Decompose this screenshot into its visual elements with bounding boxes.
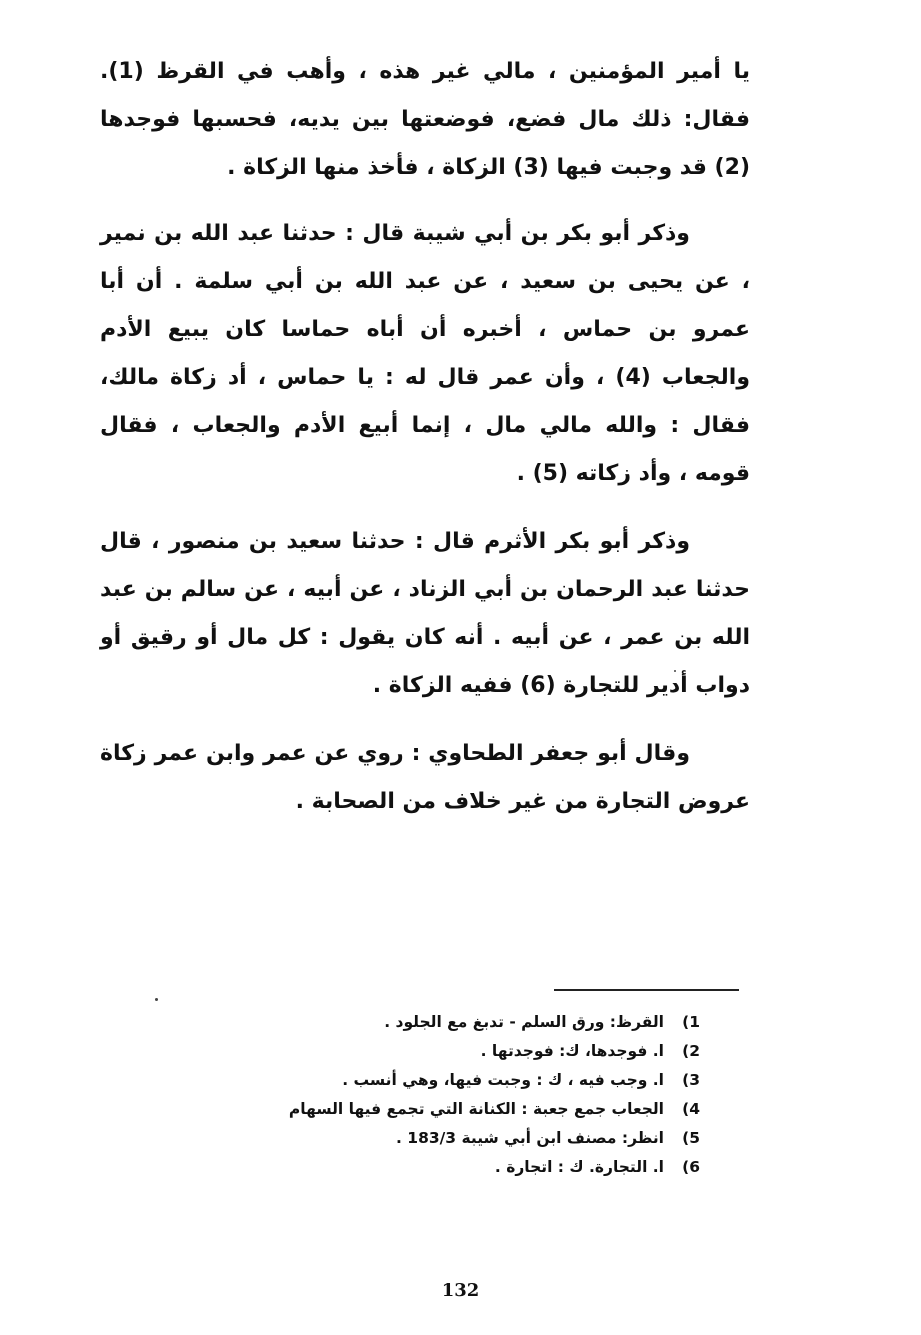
paragraph-3-text: وذكر أبو بكر الأثرم قال : حدثنا سعيد بن منصور ، قال حدثنا عبد الرحمان بن أبي الزناد ، عن أبيه ، عن سالم بن عبد الله بن عمر ، عن أبيه . أنه كان يقول : كل مال أو رقيق أو دواب أدير للتجارة (6) ففيه الزكاة . [100, 529, 750, 698]
paragraph-2 [100, 210, 750, 498]
paragraph-2-text: وذكر أبو بكر بن أبي شيبة قال : حدثنا عبد الله بن نمير ، عن يحيى بن سعيد ، عن عبد الله بن أبي سلمة . أن أبا عمرو بن حماس ، أخبره أن أباه حماسا كان يبيع الأدم والجعاب (4) ، وأن عمر قال له : يا حماس ، أد زكاة مالك، فقال : والله مالي مال ، إنما أبيع الأدم والجعاب ، فقال قومه ، وأد زكاته (5) . [100, 221, 750, 486]
footnote-text: ا. فوجدها، ك: فوجدتها . [480, 1042, 664, 1060]
footnote-number: 6) [682, 1158, 700, 1176]
footnote-text: انظر: مصنف ابن أبي شيبة 183/3 . [395, 1129, 664, 1147]
footnote-2 [200, 1037, 700, 1066]
footnote-6 [200, 1153, 700, 1182]
footnote-number: 1) [682, 1013, 700, 1031]
main-text-body [100, 48, 750, 846]
paragraph-3 [100, 518, 750, 710]
footnote-4 [200, 1095, 700, 1124]
scan-speck [674, 670, 676, 672]
footnote-text: ا. وجب فيه ، ك : وجبت فيها، وهي أنسب . [342, 1071, 664, 1089]
footnote-3 [200, 1066, 700, 1095]
footnote-text: القرظ: ورق السلم - تدبغ مع الجلود . [384, 1013, 664, 1031]
page-number: 132 [441, 1280, 480, 1301]
footnote-number: 3) [682, 1071, 700, 1089]
paragraph-1-text: يا أمير المؤمنين ، مالي غير هذه ، وأهب في القرظ (1). فقال: ذلك مال فضع، فوضعتها بين يديه، فحسبها فوجدها (2) قد وجبت فيها (3) الزكاة ، فأخذ منها الزكاة . [100, 59, 750, 180]
footnote-1 [200, 1008, 700, 1037]
paragraph-4-text: وقال أبو جعفر الطحاوي : روي عن عمر وابن عمر زكاة عروض التجارة من غير خلاف من الصحابة . [100, 741, 750, 814]
footnote-text: الجعاب جمع جعبة : الكنانة التي تجمع فيها السهام [288, 1100, 664, 1118]
footnote-text: ا. التجارة. ك : اتجارة . [494, 1158, 664, 1176]
footnotes-list [200, 1008, 700, 1182]
scan-speck [155, 998, 158, 1001]
footnote-number: 2) [682, 1042, 700, 1060]
paragraph-4 [100, 730, 750, 826]
footnote-number: 5) [682, 1129, 700, 1147]
footnote-5 [200, 1124, 700, 1153]
footnote-separator [554, 989, 739, 991]
paragraph-1 [100, 48, 750, 192]
footnote-number: 4) [682, 1100, 700, 1118]
